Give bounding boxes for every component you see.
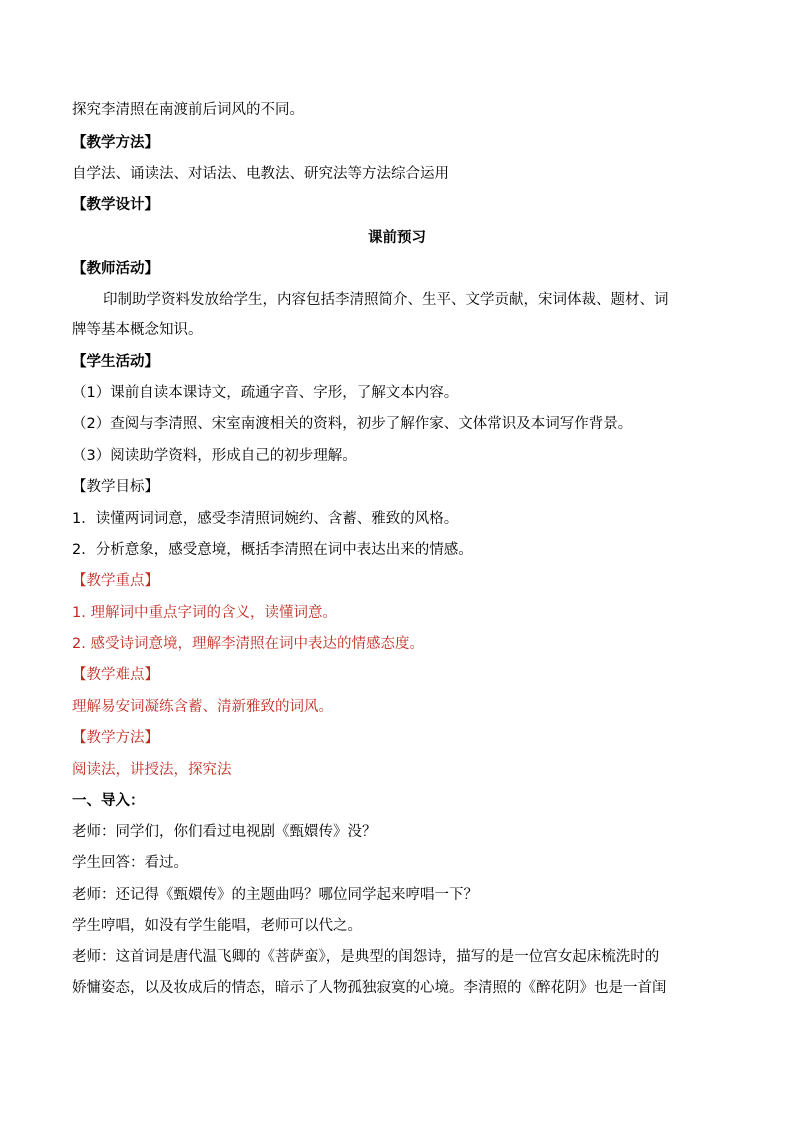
list-item: （1）课前自读本课诗文，疏通字音、字形，了解文本内容。 — [72, 385, 459, 401]
dialogue-line: 老师：这首词是唐代温飞卿的《菩萨蛮》，是典型的闺怨诗，描写的是一位宫女起床梳洗时的 — [72, 949, 660, 965]
section-heading: 【教学方法】 — [72, 135, 159, 151]
section-heading-highlight: 【教学重点】 — [72, 573, 159, 589]
paragraph-highlight: 阅读法，讲授法，探究法 — [72, 762, 232, 778]
list-item: （3）阅读助学资料，形成自己的初步理解。 — [72, 448, 357, 464]
dialogue-line: 老师：同学们，你们看过电视剧《甄嬛传》没？ — [72, 824, 377, 840]
section-heading: 【学生活动】 — [72, 354, 159, 370]
list-item-highlight: 2. 感受诗词意境，理解李清照在词中表达的情感态度。 — [72, 636, 424, 652]
paragraph: 印制助学资料发放给学生，内容包括李清照简介、生平、文学贡献，宋词体裁、题材、词 — [103, 292, 669, 308]
dialogue-line: 学生哼唱，如没有学生能唱，老师可以代之。 — [72, 918, 362, 934]
section-heading-highlight: 【教学难点】 — [72, 667, 159, 683]
section-heading-highlight: 【教学方法】 — [72, 730, 159, 746]
paragraph: 探究李清照在南渡前后词风的不同。 — [72, 102, 304, 118]
list-item: 1．读懂两词词意，感受李清照词婉约、含蓄、雅致的风格。 — [72, 511, 459, 527]
paragraph-highlight: 理解易安词凝练含蓄、清新雅致的词风。 — [72, 699, 333, 715]
dialogue-line: 学生回答：看过。 — [72, 855, 188, 871]
dialogue-line: 老师：还记得《甄嬛传》的主题曲吗？哪位同学起来哼唱一下？ — [72, 887, 478, 903]
section-heading: 一、导入： — [72, 793, 145, 809]
section-heading: 【教师活动】 — [72, 261, 159, 277]
centered-heading: 课前预习 — [368, 230, 426, 246]
paragraph: 牌等基本概念知识。 — [72, 322, 203, 338]
list-item: 2．分析意象，感受意境，概括李清照在词中表达出来的情感。 — [72, 542, 473, 558]
section-heading: 【教学设计】 — [72, 197, 159, 213]
dialogue-line: 娇慵姿态，以及妆成后的情态，暗示了人物孤独寂寞的心境。李清照的《醉花阴》也是一首闺 — [72, 980, 667, 996]
section-heading: 【教学目标】 — [72, 479, 159, 495]
list-item-highlight: 1. 理解词中重点字词的含义，读懂词意。 — [72, 605, 337, 621]
paragraph: 自学法、诵读法、对话法、电教法、研究法等方法综合运用 — [72, 166, 449, 182]
list-item: （2）查阅与李清照、宋室南渡相关的资料，初步了解作家、文体常识及本词写作背景。 — [72, 416, 633, 432]
